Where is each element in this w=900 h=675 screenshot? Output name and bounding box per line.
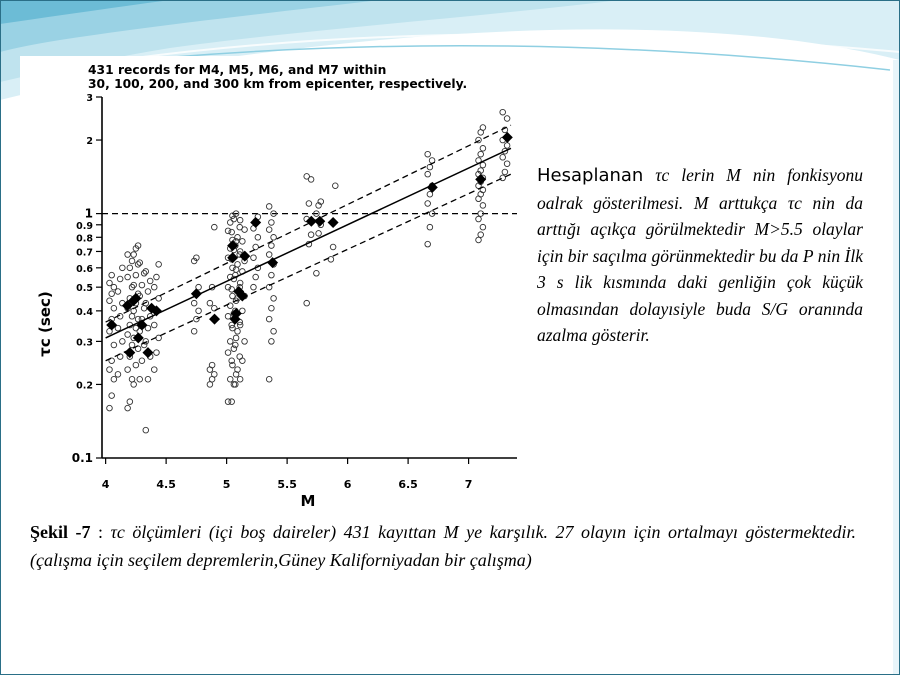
y-tick-label: 0.8 — [76, 233, 93, 245]
record-point — [194, 316, 200, 322]
record-point — [111, 376, 117, 382]
record-point — [478, 232, 484, 238]
y-tick-label: 3 — [86, 93, 93, 104]
record-point — [111, 305, 117, 311]
record-point — [478, 151, 484, 157]
record-point — [145, 289, 151, 295]
record-point — [137, 376, 143, 382]
record-point — [251, 255, 257, 261]
record-point — [115, 289, 121, 295]
record-point — [196, 308, 202, 314]
record-point — [127, 399, 133, 405]
record-point — [425, 241, 431, 247]
record-point — [229, 229, 235, 235]
record-point — [266, 316, 272, 322]
record-point — [133, 362, 139, 368]
record-point — [476, 216, 482, 222]
record-point — [131, 252, 137, 258]
record-point — [109, 272, 115, 278]
record-point — [251, 284, 257, 290]
y-tick-label: 0.2 — [76, 380, 93, 392]
record-point — [231, 346, 237, 352]
record-point — [306, 201, 312, 207]
event-average-point — [133, 332, 144, 343]
right-edge-wave — [893, 60, 900, 675]
record-point — [328, 257, 334, 263]
record-point — [253, 244, 259, 250]
y-tick-label: 0.9 — [76, 220, 93, 232]
record-point — [235, 262, 241, 268]
y-tick-label: 0.7 — [76, 247, 93, 259]
description-lead: Hesaplanan — [537, 165, 644, 186]
record-point — [107, 405, 113, 411]
caption-separator: : — [90, 522, 111, 542]
record-point — [304, 174, 310, 180]
record-point — [125, 367, 131, 373]
chart-points — [107, 109, 510, 433]
record-point — [207, 300, 213, 306]
record-point — [304, 300, 310, 306]
x-tick-label: 6.5 — [398, 478, 418, 491]
record-point — [111, 342, 117, 348]
record-point — [266, 204, 272, 210]
record-point — [500, 154, 506, 160]
record-point — [425, 201, 431, 207]
record-point — [107, 280, 113, 286]
record-point — [139, 358, 145, 364]
record-point — [425, 171, 431, 177]
y-tick-label: 0.1 — [71, 451, 93, 465]
y-tick-label: 0.4 — [76, 306, 93, 318]
record-point — [115, 372, 121, 378]
record-point — [504, 116, 510, 122]
record-point — [271, 296, 277, 302]
record-point — [504, 143, 510, 149]
record-point — [500, 175, 506, 181]
record-point — [125, 332, 131, 338]
record-point — [209, 362, 215, 368]
x-tick-label: 4 — [101, 478, 110, 491]
record-point — [330, 244, 336, 250]
record-point — [156, 262, 162, 268]
record-point — [266, 252, 272, 258]
record-point — [480, 125, 486, 131]
record-point — [269, 339, 275, 345]
event-average-point — [124, 347, 135, 358]
fit-line — [106, 148, 511, 338]
chart-title-line-1: 431 records for M4, M5, M6, and M7 within — [88, 63, 387, 77]
x-tick-label: 5 — [222, 478, 231, 491]
record-point — [129, 314, 135, 320]
record-point — [269, 305, 275, 311]
record-point — [233, 335, 239, 341]
x-tick-label: 6 — [343, 478, 352, 491]
event-average-point — [142, 347, 153, 358]
record-point — [235, 328, 241, 334]
y-tick-label: 0.5 — [76, 283, 93, 295]
chart-fit-lines — [106, 125, 513, 361]
record-point — [120, 265, 126, 271]
record-point — [212, 224, 218, 230]
record-point — [500, 109, 506, 115]
record-point — [255, 234, 261, 240]
record-point — [145, 376, 151, 382]
record-point — [125, 274, 131, 280]
y-axis-label: τc (sec) — [36, 291, 54, 357]
record-point — [117, 276, 123, 282]
record-point — [269, 220, 275, 226]
record-point — [139, 282, 145, 288]
record-point — [242, 339, 248, 345]
event-average-point — [328, 217, 339, 228]
record-point — [269, 272, 275, 278]
chart-axes — [72, 93, 517, 491]
record-point — [191, 300, 197, 306]
record-point — [427, 224, 433, 230]
record-point — [147, 278, 153, 284]
record-point — [129, 342, 135, 348]
record-point — [316, 231, 322, 237]
caption-text: τc ölçümleri (içi boş daireler) 431 kayıttan M ye karşılık. 27 olayın için ortalmayı göstermektedir.(çalışma için seçilem depremlerin,Güney Kaliforniyadan bir çalışma) — [30, 522, 856, 570]
record-point — [237, 280, 243, 286]
description-text — [537, 162, 863, 349]
y-tick-label: 1 — [84, 206, 93, 221]
record-point — [225, 350, 231, 356]
record-point — [332, 183, 338, 189]
y-tick-label: 2 — [86, 136, 93, 148]
record-point — [131, 382, 137, 388]
x-tick-label: 7 — [464, 478, 473, 491]
record-point — [502, 169, 508, 175]
record-point — [425, 151, 431, 157]
record-point — [107, 367, 113, 373]
record-point — [229, 399, 235, 405]
record-point — [476, 237, 482, 243]
y-tick-label: 0.3 — [76, 337, 93, 349]
record-point — [480, 146, 486, 152]
record-point — [191, 328, 197, 334]
record-point — [156, 296, 162, 302]
record-point — [109, 393, 115, 399]
record-point — [271, 328, 277, 334]
record-point — [225, 228, 231, 234]
record-point — [266, 227, 272, 233]
event-average-point — [209, 314, 220, 325]
record-point — [154, 350, 160, 356]
record-point — [225, 314, 231, 320]
record-point — [120, 339, 126, 345]
x-tick-label: 4.5 — [156, 478, 176, 491]
record-point — [233, 342, 239, 348]
record-point — [237, 217, 243, 223]
record-point — [151, 367, 157, 373]
record-point — [151, 284, 157, 290]
record-point — [269, 243, 275, 249]
description-body: τc lerin M nin fonkisyonu oalrak gösterilmesi. M arttukça τc nin da arttığı açıkça görülmektedir M>5.5 olaylar için bir saçılma görünmektedir bu da P nin İlk 3 s lik kısmında daki genliğin çok küçük olmasından dolayısiyle buda S/G oranında azalma gösterir. — [537, 165, 864, 345]
record-point — [271, 234, 277, 240]
y-tick-label: 0.6 — [76, 263, 93, 275]
figure-caption — [30, 518, 856, 574]
record-point — [237, 354, 243, 360]
record-point — [143, 427, 149, 433]
record-point — [253, 274, 259, 280]
record-point — [154, 274, 160, 280]
record-point — [129, 258, 135, 264]
record-point — [127, 265, 133, 271]
record-point — [109, 291, 115, 297]
record-point — [125, 405, 131, 411]
chart-panel — [20, 56, 535, 512]
x-tick-label: 5.5 — [277, 478, 297, 491]
record-point — [125, 252, 131, 258]
record-point — [240, 239, 246, 245]
event-average-point — [502, 132, 513, 143]
x-axis-label: M — [300, 492, 316, 510]
record-point — [133, 272, 139, 278]
record-point — [266, 376, 272, 382]
record-point — [227, 220, 233, 226]
record-point — [242, 227, 248, 233]
record-point — [504, 161, 510, 167]
record-point — [107, 298, 113, 304]
record-point — [308, 232, 314, 238]
record-point — [480, 203, 486, 209]
scatter-chart — [20, 56, 535, 512]
record-point — [237, 376, 243, 382]
record-point — [227, 339, 233, 345]
record-point — [314, 270, 320, 276]
record-point — [240, 358, 246, 364]
confidence-line — [106, 174, 511, 361]
record-point — [231, 216, 237, 222]
record-point — [227, 376, 233, 382]
record-point — [212, 372, 218, 378]
record-point — [151, 322, 157, 328]
record-point — [480, 224, 486, 230]
chart-title-line-2: 30, 100, 200, and 300 km from epicenter, respectively. — [88, 77, 468, 91]
caption-figure-number: Şekil -7 — [30, 522, 91, 542]
